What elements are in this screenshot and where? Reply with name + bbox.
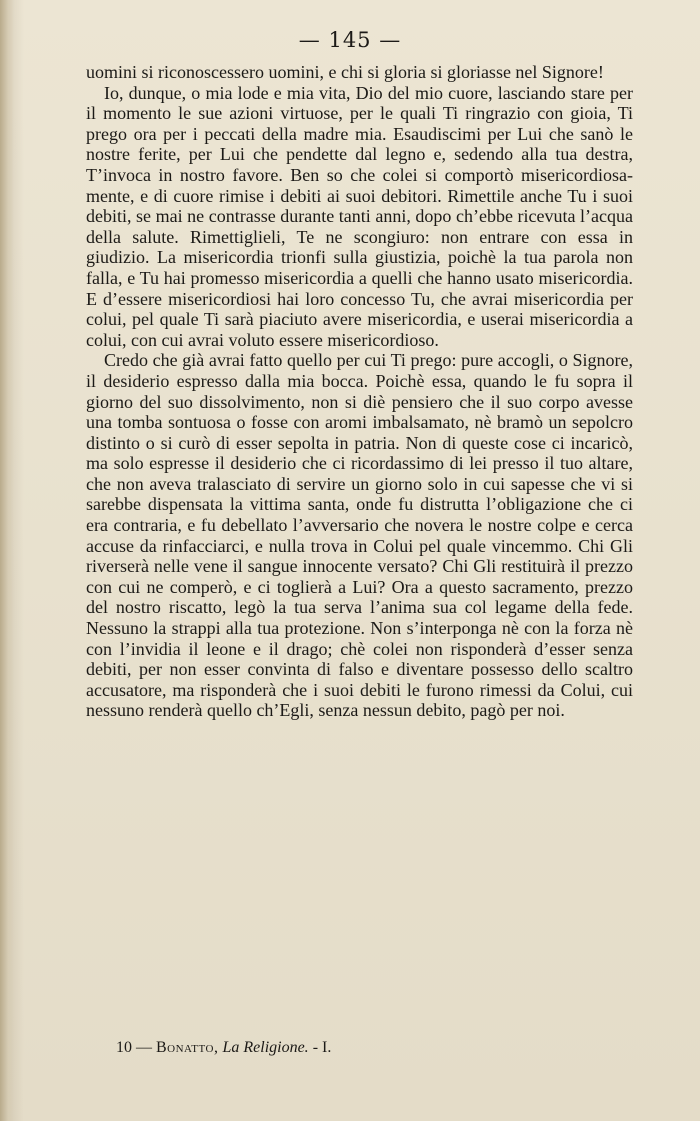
footer-title: La Religione.	[222, 1039, 309, 1056]
footer-dash: —	[136, 1039, 152, 1056]
paragraph-3: Credo che già avrai fatto quello per cui Ti prego: pure accogli, o Signore, il desiderio espresso dalla mia bocca. Poichè essa, quando le fu sopra il giorno del suo dissolvimento, non si diè pensiero che il suo corpo avesse una tomba sontuosa o fosse con aromi imbalsamato, nè bramò un sepolcro distinto o si curò di esser sepolta in patria. Non di queste cose ci incaricò, ma solo espresse il desiderio che ci ricordassimo di lei presso il tuo altare, che non aveva tralasciato di servire un giorno solo in cui sapesse che vi si sarebbe dispensata la vittima santa, onde fu distrutta l’obligazione che ci era contraria, e fu debellato l’avversario che novera le nostre colpe e cerca accuse da rinfacciarci, e nulla trova in Colui pel quale vincemmo. Chi Gli riverserà nelle vene il sangue innocente versato? Chi Gli restituirà il prezzo con cui ne comperò, e ci toglierà a Lui? Ora a questo sacramento, prezzo del nostro riscatto, legò la tua serva l’anima sua col legame della fede. Nessuno la strappi alla tua protezione. Non s’interponga nè con la forza nè con l’invidia il leone e il drago; chè colei non risponderà d’esser senza debiti, per non esser convinta di falso e diventare possesso dello scaltro accusatore, ma risponderà che i suoi debiti le furono rimessi da Colui, cui nessuno renderà quello ch’Egli, senza nessun debito, pagò per noi.	[86, 350, 633, 721]
page-number: — 145 —	[298, 28, 402, 52]
paragraph-1: uomini si riconoscessero uomini, e chi si gloria si gloriasse nel Signore!	[86, 62, 604, 82]
footer-author: Bonatto,	[156, 1039, 219, 1056]
footer-volume: - I.	[312, 1039, 332, 1056]
page-spine-shadow	[0, 0, 14, 1121]
signature-number: 10	[116, 1039, 132, 1056]
paragraph-2: Io, dunque, o mia lode e mia vita, Dio del mio cuore, lasciando stare per il momento le sue azioni virtuose, per le quali Ti ringrazio con gioia, Ti prego ora per i peccati della madre mia. Esaudiscimi per Lui che sanò le nostre ferite, per Lui che pendette dal legno e, sedendo alla tua destra, T’invoca in nostro favore. Ben so che colei si comportò misericordiosamente, e di cuore rimise i debiti ai suoi debitori. Rimettile anche Tu i suoi debiti, se mai ne contrasse durante tanti anni, dopo ch’ebbe ricevuta l’acqua della salute. Rimettiglieli, Te ne scongiuro: non entrare con essa in giudizio. La misericordia trionfi sulla giustizia, poichè la tua parola non falla, e Tu hai promesso misericordia a quelli che hanno usato misericordia. E d’essere misericordiosi hai loro concesso Tu, che avrai misericordia per colui, pel quale Ti sarà piaciuto avere misericordia, e userai misericordia a colui, con cui avrai voluto essere misericordioso.	[86, 82, 633, 350]
body-text	[86, 62, 633, 721]
signature-footer	[116, 1039, 331, 1057]
